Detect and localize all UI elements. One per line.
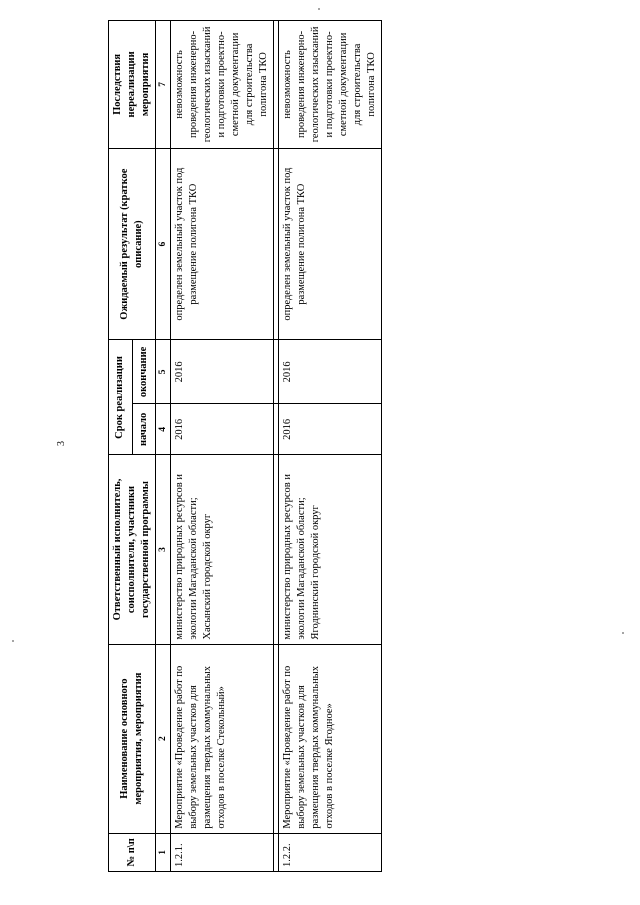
column-number: 2 xyxy=(156,644,171,833)
header-term: Срок реализации xyxy=(109,340,133,455)
program-measures-table xyxy=(108,20,382,872)
header-result: Ожидаемый результат (краткое описание) xyxy=(109,148,156,340)
row-start: 2016 xyxy=(171,404,274,455)
header-start: начало xyxy=(132,404,156,455)
header-name: Наименование основного мероприятия, мероприятия xyxy=(109,644,156,833)
column-number: 1 xyxy=(156,833,171,871)
row-end: 2016 xyxy=(279,340,382,404)
scan-speck xyxy=(12,640,14,642)
row-consequence: невозможность проведения инженерно-геологических изысканий и подготовки проектно-сметной документации для строительства полигона ТКО xyxy=(279,21,382,149)
column-number: 7 xyxy=(156,21,171,149)
row-responsible: министерство природных ресурсов и экологии Магаданской области; Ягоднинский городской округ xyxy=(279,455,382,644)
row-name: Мероприятие «Проведение работ по выбору земельных участков для размещения твердых коммунальных отходов в поселке Ягодное» xyxy=(279,644,382,833)
row-name: Мероприятие «Проведение работ по выбору земельных участков для размещения твердых коммунальных отходов в поселке Стекольный» xyxy=(171,644,274,833)
header-consequence: Последствия нереализации мероприятия xyxy=(109,21,156,149)
row-result: определен земельный участок под размещение полигона ТКО xyxy=(279,148,382,340)
header-responsible: Ответственный исполнитель, соисполнители, участники государственной программы xyxy=(109,455,156,644)
row-start: 2016 xyxy=(279,404,382,455)
row-end: 2016 xyxy=(171,340,274,404)
table-row xyxy=(171,21,274,872)
header-end: окончание xyxy=(132,340,156,404)
table-row xyxy=(279,21,382,872)
column-number: 6 xyxy=(156,148,171,340)
header-num: № п\п xyxy=(109,833,156,871)
row-consequence: невозможность проведения инженерно-геологических изысканий и подготовки проектно-сметной документации для строительства полигона ТКО xyxy=(171,21,274,149)
row-num: 1.2.2. xyxy=(279,833,382,871)
column-number: 4 xyxy=(156,404,171,455)
rotated-table-container xyxy=(108,20,382,872)
scan-speck xyxy=(318,8,320,10)
column-number: 3 xyxy=(156,455,171,644)
column-number-row xyxy=(156,21,171,872)
row-num: 1.2.1. xyxy=(171,833,274,871)
scan-speck xyxy=(622,632,624,634)
row-responsible: министерство природных ресурсов и экологии Магаданской области; Хасынский городской округ xyxy=(171,455,274,644)
row-result: определен земельный участок под размещение полигона ТКО xyxy=(171,148,274,340)
page-number: 3 xyxy=(56,441,67,446)
column-number: 5 xyxy=(156,340,171,404)
